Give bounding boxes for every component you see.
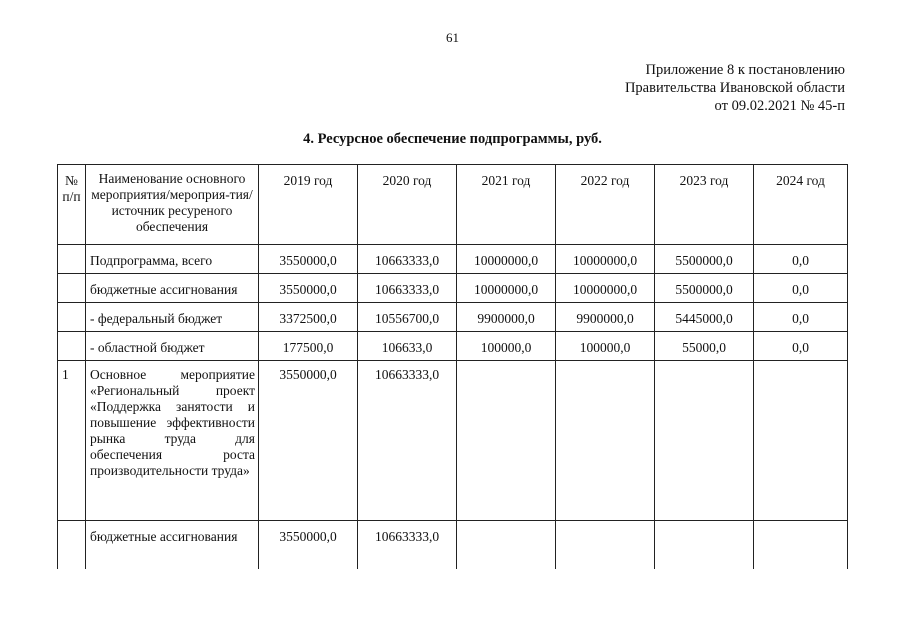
header-year: 2020 год	[358, 165, 457, 245]
row-value: 0,0	[754, 303, 848, 332]
row-value: 3550000,0	[259, 274, 358, 303]
row-value	[754, 361, 848, 521]
page-number: 61	[446, 30, 459, 45]
row-value: 100000,0	[457, 332, 556, 361]
row-value: 5500000,0	[655, 274, 754, 303]
header-year: 2021 год	[457, 165, 556, 245]
row-name: бюджетные ассигнования	[86, 521, 259, 569]
table-row	[58, 274, 848, 303]
row-value: 9900000,0	[556, 303, 655, 332]
row-num: 1	[58, 361, 86, 521]
row-value: 10663333,0	[358, 274, 457, 303]
row-value	[457, 521, 556, 569]
row-value: 10000000,0	[457, 245, 556, 274]
table-row	[58, 361, 848, 521]
header-year: 2022 год	[556, 165, 655, 245]
table-row	[58, 521, 848, 569]
row-name: - федеральный бюджет	[86, 303, 259, 332]
row-value: 3550000,0	[259, 521, 358, 569]
row-value	[754, 521, 848, 569]
row-value: 0,0	[754, 332, 848, 361]
row-num	[58, 521, 86, 569]
header-year: 2023 год	[655, 165, 754, 245]
row-num	[58, 274, 86, 303]
row-value: 55000,0	[655, 332, 754, 361]
table-header-row	[58, 165, 848, 245]
table-row	[58, 303, 848, 332]
row-value: 3372500,0	[259, 303, 358, 332]
row-value: 10663333,0	[358, 245, 457, 274]
appendix-block	[625, 61, 845, 115]
row-value: 100000,0	[556, 332, 655, 361]
row-num	[58, 332, 86, 361]
row-num	[58, 245, 86, 274]
row-name: Подпрограмма, всего	[86, 245, 259, 274]
row-value: 0,0	[754, 274, 848, 303]
row-value: 5445000,0	[655, 303, 754, 332]
row-value: 9900000,0	[457, 303, 556, 332]
row-name: Основное мероприятие «Региональный проект «Поддержка занятости и повышение эффективности рынка труда для обеспечения роста производительности труда»	[86, 361, 259, 521]
table-row	[58, 245, 848, 274]
row-value: 3550000,0	[259, 361, 358, 521]
appendix-line-2: Правительства Ивановской области	[624, 80, 845, 96]
row-value	[655, 361, 754, 521]
header-year: 2019 год	[259, 165, 358, 245]
row-value: 3550000,0	[259, 245, 358, 274]
row-value	[457, 361, 556, 521]
appendix-line-1: Приложение 8 к постановлению	[645, 62, 845, 78]
row-name: бюджетные ассигнования	[86, 274, 259, 303]
row-value: 5500000,0	[655, 245, 754, 274]
row-value	[556, 361, 655, 521]
header-num: № п/п	[58, 165, 86, 245]
row-value: 0,0	[754, 245, 848, 274]
table-row	[58, 332, 848, 361]
appendix-line-3: от 09.02.2021 № 45-п	[714, 98, 845, 114]
row-value: 10663333,0	[358, 521, 457, 569]
row-value: 10663333,0	[358, 361, 457, 521]
row-value	[556, 521, 655, 569]
row-value: 10000000,0	[457, 274, 556, 303]
header-name: Наименование основного мероприятия/мероприя-тия/источник ресуреного обеспечения	[86, 165, 259, 245]
resource-table	[57, 164, 848, 569]
row-value: 10556700,0	[358, 303, 457, 332]
header-year: 2024 год	[754, 165, 848, 245]
row-value: 177500,0	[259, 332, 358, 361]
row-value: 106633,0	[358, 332, 457, 361]
row-value: 10000000,0	[556, 245, 655, 274]
section-title: 4. Ресурсное обеспечение подпрограммы, руб.	[303, 131, 602, 147]
row-value	[655, 521, 754, 569]
row-name: - областной бюджет	[86, 332, 259, 361]
row-num	[58, 303, 86, 332]
row-value: 10000000,0	[556, 274, 655, 303]
